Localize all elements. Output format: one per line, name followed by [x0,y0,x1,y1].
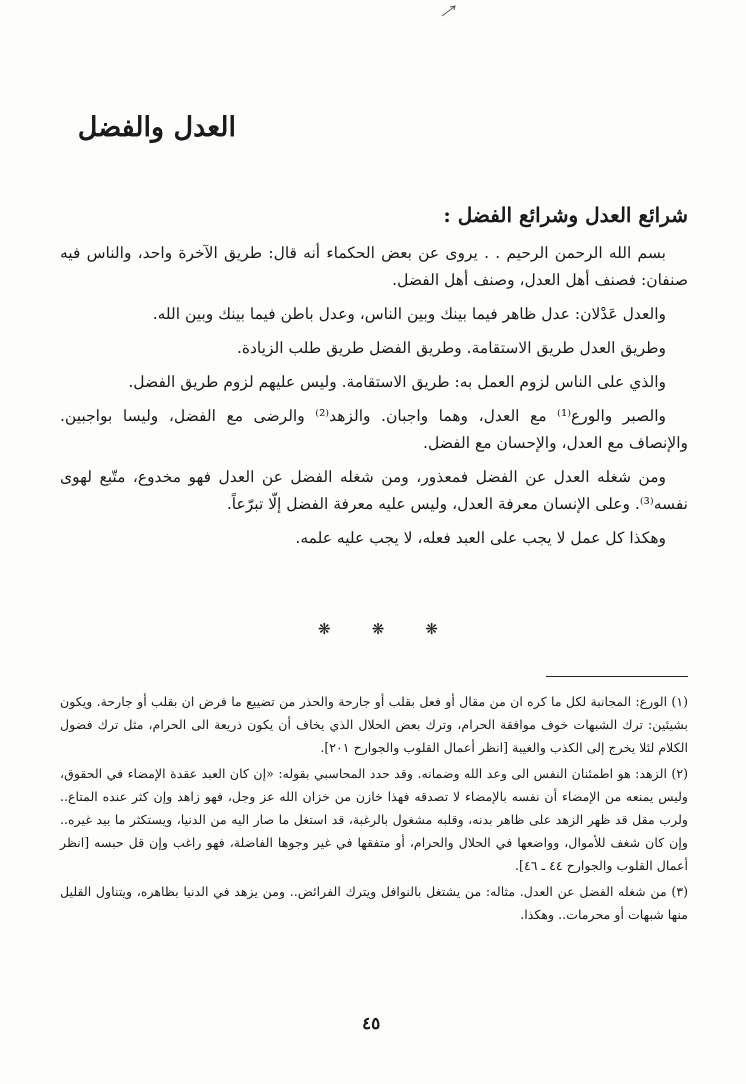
footnote: (٢) الزهد: هو اطمئنان النفس الى وعد الله وضمانه. وقد حدد المحاسبي بقوله: «إن كان العبد عقدة الإمضاء في الحقوق، وليس يمنعه من الإمضاء أن نفسه بالإمضاء لا تصدقه فهذا خازن من خزان الله عز وجل، فهو زاهد وإن كثر عنده المتاع.. ولرب مقل قد ظهر الزهد على ظاهر بدنه، وقلبه مشغول بالرغبة، قد استغل ما صار اليه من الدنيا، ويستكثر ما بيد غيره.. وإن كان شغف للأموال، وواضعها في الحلال والحرام، أو متفقها في غير وجوها الفاضلة، فهو راغب وإن قل حبسه [انظر أعمال القلوب والجوارح ٤٤ ـ ٤٦]. [60,766,688,873]
paragraph: ومن شغله العدل عن الفضل فمعذور، ومن شغله الفضل عن العدل فهو مخدوع، متّبع لهوى نفسه⁽³⁾. وعلى الإنسان معرفة العدل، وليس عليه معرفة الفضل إلّا تبرّعاً. [60,468,688,513]
body-text [60,240,688,559]
asterism-icon: ❋ [318,620,331,638]
page-number: ٤٥ [362,1014,381,1034]
section-divider [318,620,438,638]
chapter-title: العدل والفضل [77,112,236,143]
footnotes [60,690,688,929]
footnote-separator [546,676,688,677]
section-heading: شرائع العدل وشرائع الفضل : [443,203,688,227]
paragraph: والعدل عَدْلان: عدل ظاهر فيما بينك وبين الناس، وعدل باطن فيما بينك وبين الله. [152,305,666,323]
footnote: (٣) من شغله الفضل عن العدل. مثاله: من يشتغل بالنوافل ويترك الفرائض.. ومن يزهد في الدنيا بظاهره، ويتناول القليل منها شبهات أو محرمات.. وهكذا. [60,884,688,922]
paragraph: وطريق العدل طريق الاستقامة. وطريق الفضل طريق طلب الزيادة. [236,339,666,357]
asterism-icon: ❋ [425,620,438,638]
paragraph: بسم الله الرحمن الرحيم . . يروى عن بعض الحكماء أنه قال: طريق الآخرة واحد، والناس فيه صنفان: فصنف أهل العدل، وصنف أهل الفضل. [60,244,688,289]
paragraph: والذي على الناس لزوم العمل به: طريق الاستقامة. وليس عليهم لزوم طريق الفضل. [128,373,666,391]
paragraph: وهكذا كل عمل لا يجب على العبد فعله، لا يجب عليه علمه. [295,529,666,547]
paragraph: والصبر والورع⁽¹⁾ مع العدل، وهما واجبان. والزهد⁽²⁾ والرضى مع الفضل، وليسا بواجبين. والإنصاف مع العدل، والإحسان مع الفضل. [60,407,688,452]
pen-mark-icon [440,4,458,18]
footnote: (١) الورع: المجانبة لكل ما كره ان من مقال أو فعل بقلب أو جارحة والحذر من تضييع ما فرض ان بقلب أو جارحة. ويكون بشيئين: ترك الشبهات خوف موافقة الحرام، وترك بعض الحلال الذي يخاف أن يكون ذريعة الى الحرام، مثل ترك فضول الكلام لئلا يخرج إلى الكذب والغيبة [انظر أعمال القلوب والجوارح ٢٠١]. [60,694,688,755]
asterism-icon: ❋ [371,620,385,638]
